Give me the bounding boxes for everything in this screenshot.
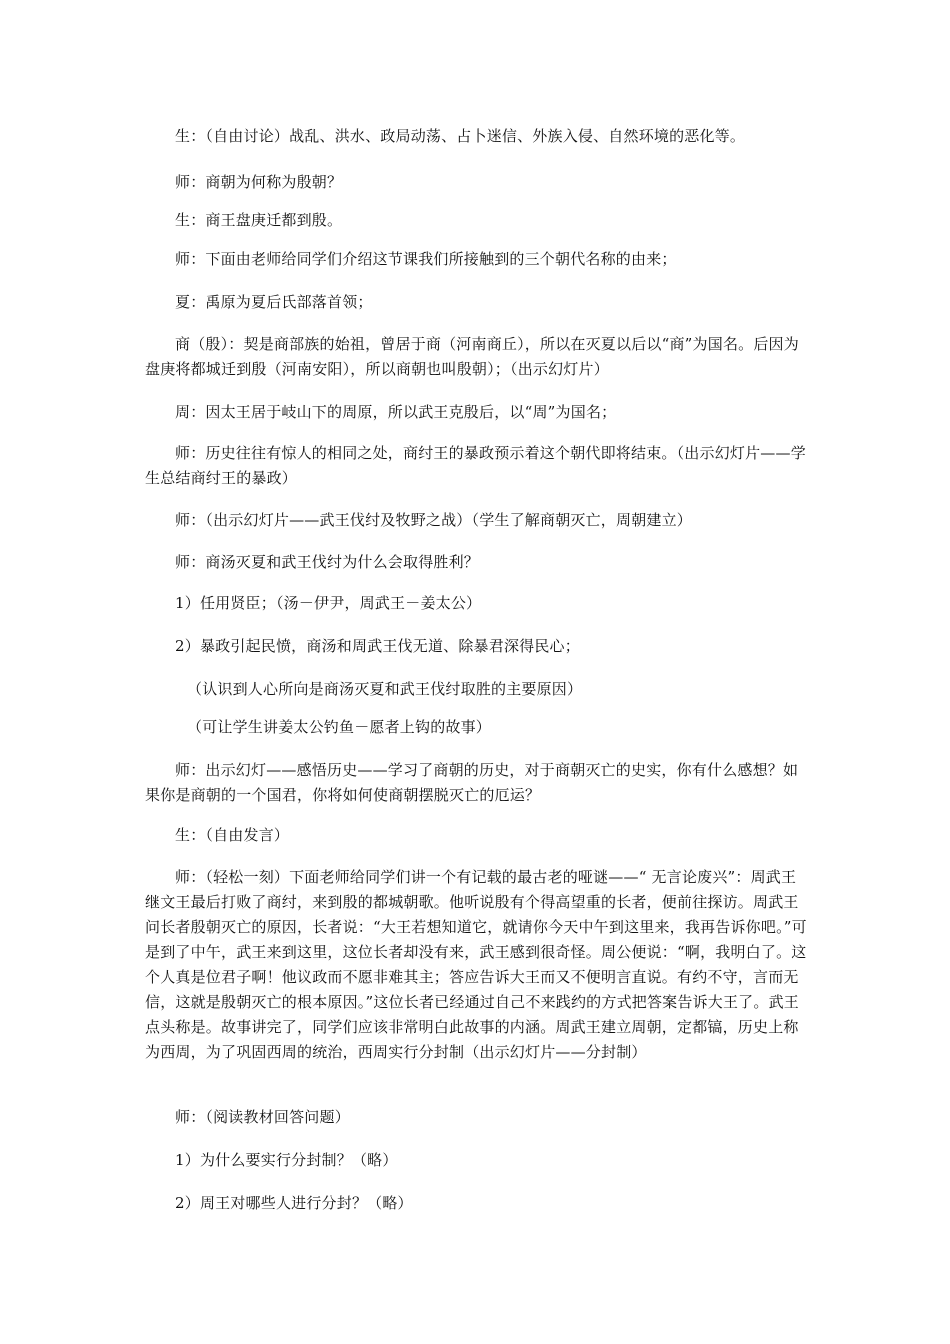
paragraph: 师：历史往往有惊人的相同之处，商纣王的暴政预示着这个朝代即将结束。（出示幻灯片——学生总结商纣王的暴政） <box>145 444 806 487</box>
paragraph: 师：（出示幻灯片——武王伐纣及牧野之战）（学生了解商朝灭亡，周朝建立） <box>175 511 693 529</box>
paragraph: 1）任用贤臣；（汤－伊尹，周武王－姜太公） <box>175 594 482 612</box>
paragraph: 生：商王盘庚迁都到殷。 <box>175 211 343 229</box>
paragraph: （可让学生讲姜太公钓鱼－愿者上钩的故事） <box>187 718 492 736</box>
paragraph: 1）为什么要实行分封制？（略） <box>175 1151 398 1169</box>
paragraph: 2）暴政引起民愤，商汤和周武王伐无道、除暴君深得民心； <box>175 637 580 655</box>
paragraph: 师：出示幻灯——感悟历史——学习了商朝的历史，对于商朝灭亡的史实，你有什么感想？如果你是商朝的一个国君，你将如何使商朝摆脱灭亡的厄运？ <box>145 761 799 804</box>
paragraph: 生：（自由发言） <box>175 826 290 844</box>
paragraph: 周：因太王居于岐山下的周原，所以武王克殷后，以“周”为国名； <box>175 403 617 421</box>
paragraph: 师：（轻松一刻）下面老师给同学们讲一个有记载的最古老的哑谜——“ 无言论废兴”：周武王继文王最后打败了商纣，来到殷的都城朝歌。他听说殷有个得高望重的长者，便前往探访。周武王问长者殷朝灭亡的原因，长者说：“大王若想知道它，就请你今天中午到这里来，我再告诉你吧。”可是到了中午，武王来到这里，这位长者却没有来，武王感到很奇怪。周公便说：“啊，我明白了。这个人真是位君子啊！他议政而不愿非难其主；答应告诉大王而又不便明言直说。有约不守，言而无信，这就是殷朝灭亡的根本原因。”这位长者已经通过自己不来践约的方式把答案告诉大王了。武王点头称是。故事讲完了，同学们应该非常明白此故事的内涵。周武王建立周朝，定都镐，历史上称为西周，为了巩固西周的统治，西周实行分封制（出示幻灯片——分封制） <box>145 868 807 1061</box>
paragraph: 师：下面由老师给同学们介绍这节课我们所接触到的三个朝代名称的由来； <box>175 250 677 268</box>
paragraph: 夏：禹原为夏后氏部落首领； <box>175 293 373 311</box>
paragraph: 生：（自由讨论）战乱、洪水、政局动荡、占卜迷信、外族入侵、自然环境的恶化等。 <box>175 127 746 145</box>
paragraph: 师：商朝为何称为殷朝？ <box>175 173 343 191</box>
paragraph: 2）周王对哪些人进行分封？（略） <box>175 1194 413 1212</box>
paragraph: 师：（阅读教材回答问题） <box>175 1108 350 1126</box>
paragraph: （认识到人心所向是商汤灭夏和武王伐纣取胜的主要原因） <box>187 680 583 698</box>
paragraph: 师：商汤灭夏和武王伐纣为什么会取得胜利？ <box>175 553 480 571</box>
paragraph: 商（殷）：契是商部族的始祖，曾居于商（河南商丘），所以在灭夏以后以“商”为国名。后因为盘庚将都城迁到殷（河南安阳），所以商朝也叫殷朝）；（出示幻灯片） <box>145 335 799 378</box>
